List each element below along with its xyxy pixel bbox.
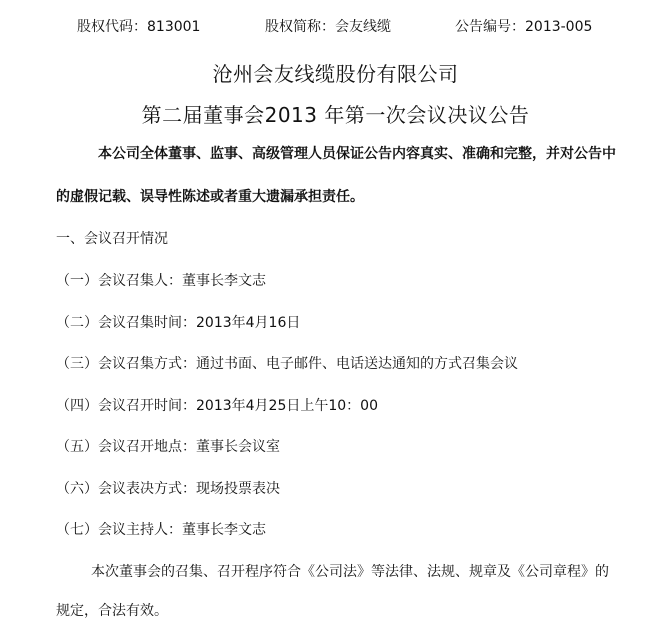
conclusion-line-2: 规定，合法有效。: [56, 603, 168, 619]
meeting-convening-method: （三）会议召集方式：通过书面、电子邮件、电话送达通知的方式召集会议: [56, 356, 518, 372]
voting-method: （六）会议表决方式：现场投票表决: [56, 481, 280, 497]
document-header: [0, 16, 671, 38]
announcement-title: 第二届董事会2013 年第一次会议决议公告: [141, 103, 530, 127]
company-name: 沧州会友线缆股份有限公司: [212, 62, 459, 86]
statement-line-2: 的虚假记载、误导性陈述或者重大遗漏承担责任。: [56, 189, 364, 205]
conclusion-line-1: 本次董事会的召集、召开程序符合《公司法》等法律、法规、规章及《公司章程》的: [91, 564, 609, 580]
meeting-convening-time: （二）会议召集时间：2013年4月16日: [56, 315, 301, 331]
meeting-convener: （一）会议召集人：董事长李文志: [56, 273, 266, 289]
statement-line-1: 本公司全体董事、监事、高级管理人员保证公告内容真实、准确和完整，并对公告中: [98, 146, 616, 162]
meeting-location: （五）会议召开地点：董事长会议室: [56, 439, 280, 455]
stock-code: 股权代码：813001: [77, 19, 201, 35]
meeting-host: （七）会议主持人：董事长李文志: [56, 522, 266, 538]
announcement-number: 公告编号：2013-005: [455, 19, 593, 35]
meeting-time: （四）会议召开时间：2013年4月25日上午10：00: [56, 398, 378, 414]
section-heading: 一、会议召开情况: [56, 231, 168, 247]
stock-abbreviation: 股权简称：会友线缆: [265, 19, 391, 35]
